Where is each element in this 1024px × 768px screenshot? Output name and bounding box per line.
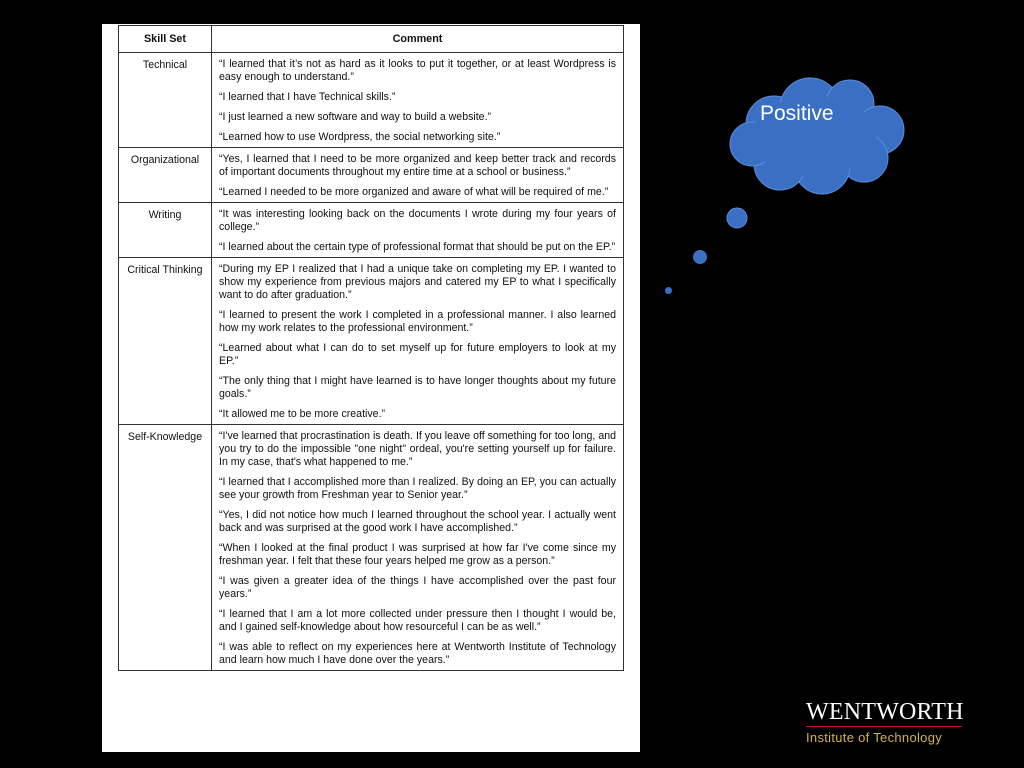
document-page [102,24,640,752]
table-row [119,258,624,425]
skill-cell: Critical Thinking [119,258,212,425]
comment-text: “During my EP I realized that I had a unique take on completing my EP. I wanted to show my experience from previous majors and catered my EP to what I specifically want to do after graduation.” [219,263,616,301]
comment-text: “I just learned a new software and way to build a website.” [219,111,492,123]
comment-text: “I learned to present the work I completed in a professional manner. I also learned how my work relates to the professional environment.” [219,309,616,334]
logo-subtitle: Institute of Technology [806,730,943,745]
comment-text: “The only thing that I might have learned is to have longer thoughts about my future goals.” [219,375,616,400]
comment-text: “When I looked at the final product I was surprised at how far I've come since my freshman year. I felt that these four years helped me grow as a person.” [219,542,616,567]
thought-bubble-large [727,208,747,228]
table-header-row [119,26,624,53]
comment-header: Comment [212,26,624,53]
table-row [119,425,624,671]
comment-cell [212,425,624,671]
skill-cell: Organizational [119,148,212,203]
comment-text: “Learned how to use Wordpress, the social networking site.” [219,131,501,143]
table-body [119,53,624,671]
comment-cell [212,148,624,203]
comment-text: “I learned that I accomplished more than I realized. By doing an EP, you can actually see your growth from Freshman year to Senior year.” [219,476,616,501]
comment-cell [212,203,624,258]
table-row [119,53,624,148]
wentworth-logo [806,700,964,745]
skills-table [118,25,624,671]
thought-bubble-medium [693,250,707,264]
positive-label: Positive [760,102,834,125]
table-row [119,203,624,258]
comment-text: “I learned that it’s not as hard as it looks to put it together, or at least Wordpress is easy enough to understand.” [219,58,616,83]
comment-text: “Yes, I did not notice how much I learned throughout the school year. I actually went back and was surprised at the good work I have accomplished.” [219,509,616,534]
comment-text: “I learned that I am a lot more collected under pressure then I thought I would be, and I gained self-knowledge about how resourceful I can be as well.” [219,608,616,633]
comment-cell [212,53,624,148]
skill-cell: Self-Knowledge [119,425,212,671]
table-row [119,148,624,203]
logo-title: WENTWORTH [806,699,964,725]
comment-cell [212,258,624,425]
comment-text: “I learned about the certain type of professional format that should be put on the EP.” [219,241,616,253]
comment-text: “I've learned that procrastination is death. If you leave off something for too long, and you try to do the impossible "one night" ordeal, you're setting yourself up for failure. In my case, that's what happened to me.” [219,430,616,468]
comment-text: “Learned I needed to be more organized and aware of what will be required of me.” [219,186,609,198]
skill-cell: Writing [119,203,212,258]
comment-text: “Learned about what I can do to set myself up for future employers to look at my EP.” [219,342,616,367]
comment-text: “I learned that I have Technical skills.” [219,91,396,103]
thought-bubble-small [665,287,672,294]
comment-text: “It was interesting looking back on the documents I wrote during my four years of college.” [219,208,616,233]
comment-text: “Yes, I learned that I need to be more organized and keep better track and records of important documents throughout my entire time at a school or business.” [219,153,616,178]
skill-set-header: Skill Set [119,26,212,53]
comment-text: “It allowed me to be more creative.” [219,408,386,420]
skill-cell: Technical [119,53,212,148]
comment-text: “I was able to reflect on my experiences here at Wentworth Institute of Technology and learn how much I have done over the years.” [219,641,616,666]
comment-text: “I was given a greater idea of the things I have accomplished over the past four years.” [219,575,616,600]
logo-divider [806,726,962,727]
